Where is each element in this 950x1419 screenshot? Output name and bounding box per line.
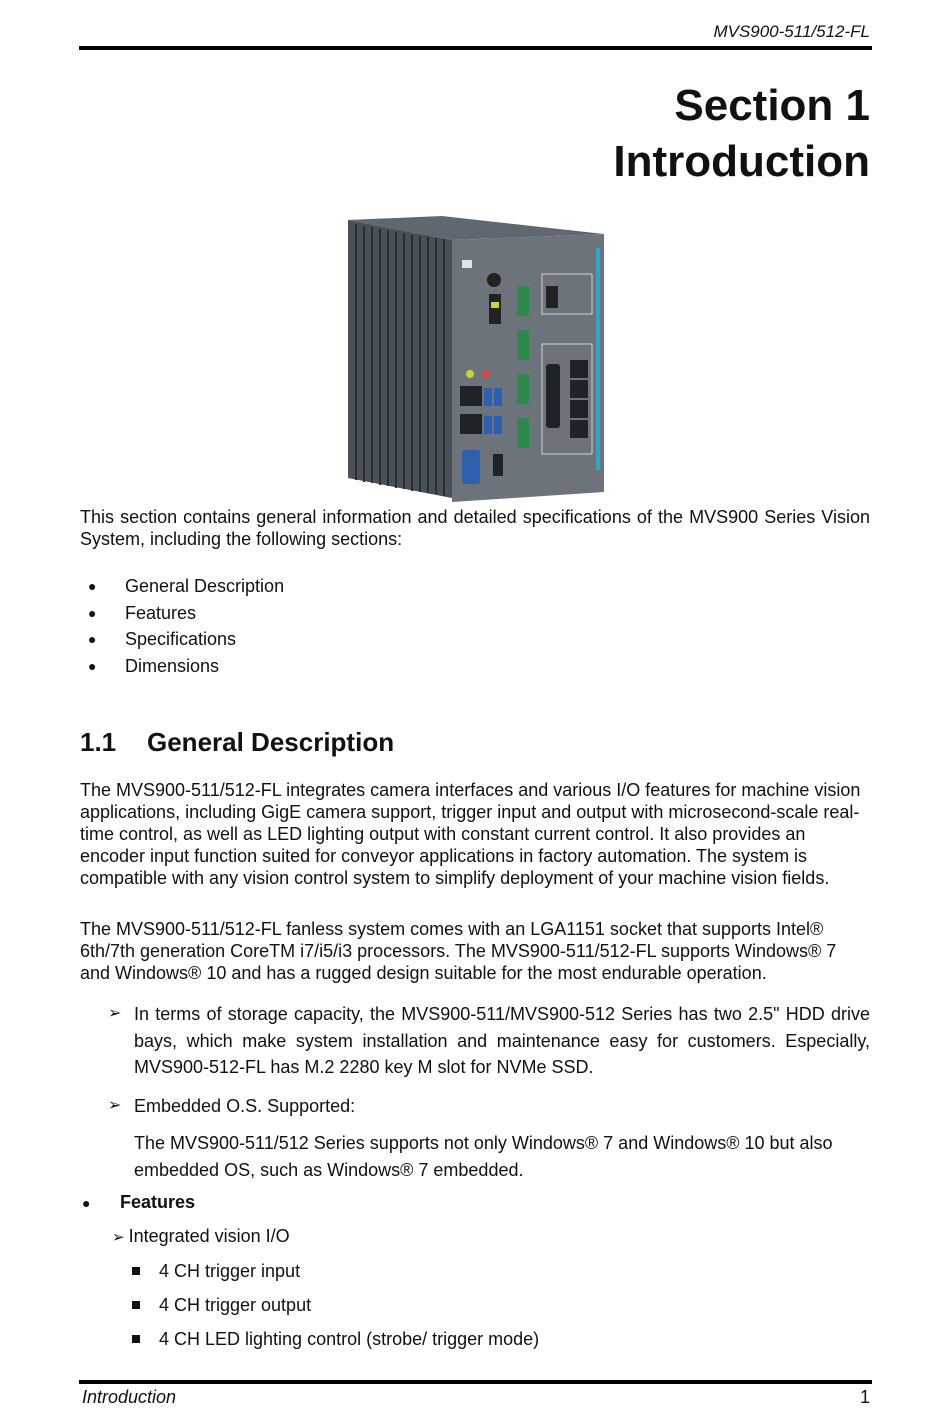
description-paragraph-2: The MVS900-511/512-FL fanless system comes with an LGA1151 socket that supports Intel® 6th/7th generation CoreTM i7/i5/i3 processors. The MVS900-511/512-FL supports Windows® 7 and Windows® 10 and has a rugged design suitable for the most endurable operation. [80,919,837,983]
product-photo [342,214,608,504]
list-item: ● General Description [80,573,284,600]
section-number: Section 1 [674,81,870,130]
list-item: 4 CH trigger input [130,1258,539,1292]
os-arrow-item [108,1093,870,1120]
list-item: ● Specifications [80,626,284,653]
square-bullet-icon [132,1335,140,1343]
features-heading: ● Features [80,1190,195,1215]
intro-paragraph: This section contains general information and detailed specifications of the MVS900 Series Vision System, including the following sections: [80,507,870,549]
bullet-icon: ● [82,1195,91,1211]
bullet-icon: ● [88,604,97,621]
bullet-icon: ● [88,631,97,647]
section-name: Introduction [613,137,870,186]
os-description: The MVS900-511/512 Series supports not only Windows® 7 and Windows® 10 but also embedded OS, such as Windows® 7 embedded. [134,1133,833,1180]
header-rule [79,46,872,50]
subsection-number: 1.1 [80,727,117,757]
list-item: ● Features [80,600,284,627]
list-item: 4 CH LED lighting control (strobe/ trigger mode) [130,1326,539,1360]
arrow-bullet-icon: ➢ [112,1229,125,1246]
running-footer: Introduction [82,1387,177,1407]
subsection-heading [80,726,394,758]
section-title [613,78,870,190]
toc-bullet-list [80,573,284,679]
storage-text: In terms of storage capacity, the MVS900-511/MVS900-512 Series has two 2.5" HDD drive bays, which make system installation and maintenance easy for customers. Especially, MVS900-512-FL has M.2 2280 key M slot for NVMe SSD. [134,1004,870,1077]
storage-arrow-item [108,1001,870,1081]
features-list [130,1258,539,1360]
os-title: Embedded O.S. Supported: [134,1096,356,1116]
square-bullet-icon [132,1267,140,1275]
arrow-bullet-icon: ➢ [108,1005,122,1022]
subsection-title: General Description [147,727,395,757]
page-number: 1 [859,1387,870,1407]
features-sub-item: ➢ Integrated vision I/O [112,1226,290,1246]
description-paragraph-1: The MVS900-511/512-FL integrates camera interfaces and various I/O features for machine vision applications, including GigE camera support, trigger input and output with microsecond-scale real-time control, as well as LED lighting output with constant current control. It also provides an encoder input function suited for conveyor applications in factory automation. The system is compatible with any vision control system to simplify deployment of your machine vision fields. [80,780,861,888]
square-bullet-icon [132,1301,140,1309]
bullet-icon: ● [88,578,97,594]
bullet-icon: ● [88,657,97,674]
list-item: 4 CH trigger output [130,1292,539,1326]
arrow-bullet-icon: ➢ [108,1097,122,1114]
footer-rule [79,1380,872,1384]
list-item: ● Dimensions [80,653,284,680]
running-header: MVS900-511/512-FL [713,22,870,41]
